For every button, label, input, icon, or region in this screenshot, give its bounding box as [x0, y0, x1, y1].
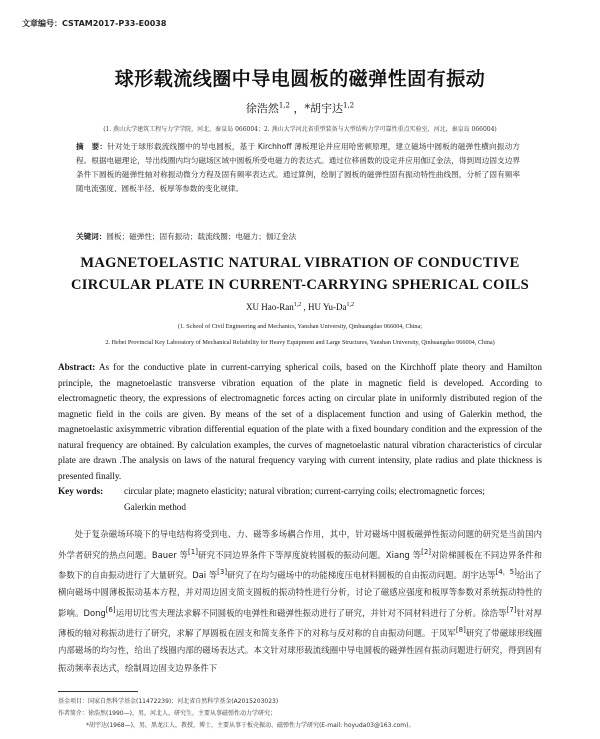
english-title-line-1: MAGNETOELASTIC NATURAL VIBRATION OF CONDUCTIVE	[80, 255, 520, 271]
citation-5: [6]	[105, 605, 116, 614]
chinese-affiliation: (1. 燕山大学建筑工程与力学学院，河北，秦皇岛 066004；2. 燕山大学河北省重型装备与大型结构力学可靠性重点实验室，河北，秦皇岛 066004)	[103, 126, 497, 133]
intro-text-f: 运用切比雪夫理法求解不同圆板的电弹性和磁弹性振动进行了研究，并针对不同材料进行了分析。徐浩等	[115, 607, 507, 618]
citation-4: [4，5]	[495, 567, 517, 576]
en-keywords-line-2: Galerkin method	[124, 501, 186, 512]
english-title-line-2: CIRCULAR PLATE IN CURRENT-CARRYING SPHERICAL COILS	[70, 277, 529, 293]
chinese-abstract	[76, 140, 520, 196]
citation-2: [2]	[421, 547, 432, 556]
english-title	[0, 252, 600, 296]
footnote-divider	[58, 691, 138, 692]
english-keywords	[58, 484, 542, 515]
intro-text-h: 研究了带磁球形线圈内部磁场的均匀性，给出了线圈内部的磁场表达式。本文针对球形载流线圈中导电圆板的磁弹性固有振动问题进行研究，得到固有振动频率表达式，绘制周边固支边界条件下	[58, 627, 543, 673]
article-number: 文章编号：CSTAM2017-P33-E0038	[22, 19, 167, 28]
english-affiliation-1: (1. School of Civil Engineering and Mechanics, Yanshan University, Qinhuangdao 066004, China;	[178, 323, 422, 330]
citation-3: [3]	[217, 567, 228, 576]
intro-text-c: 对阶梯圆板在不同边界条件和参数下的自由振动进行了大量研究。Dai 等	[58, 549, 542, 580]
chinese-authors	[0, 100, 600, 116]
intro-text-g: 针对厚薄板的轴对称振动进行了研究，求解了厚圆板在固支和简支条件下的对称与反对称的自由振动问题。于凤军	[58, 607, 543, 638]
citation-1: [1]	[188, 547, 198, 556]
en-keywords-label: Key words:	[58, 486, 104, 496]
en-author-2-sup: 1,2	[346, 302, 354, 308]
cn-author-2: ，*胡宇达	[293, 102, 343, 115]
cn-author-2-sup: 1,2	[343, 101, 355, 110]
english-abstract	[58, 360, 542, 484]
cn-author-1-sup: 1,2	[278, 101, 290, 110]
footnote-fund: 基金项目：国家自然科学基金(11472239)；河北省自然科学基金(A2015203023)	[58, 698, 279, 705]
cn-abstract-text: 针对处于球形载流线圈中的导电圆板，基于 Kirchhoff 薄板理论并应用哈密顿原理，建立磁场中圆板的磁弹性横向振动方程。根据电磁理论，导出线圈内均匀磁场区域中圆板所受电磁力的表达式。通过位移函数的设定并应用伽辽金法，得到周边固支边界条件下圆板的磁弹性轴对称振动微分方程及固有频率表达式。通过算例，绘制了圆板的磁弹性固有振动特性曲线图，分析了固有频率随电流强度、圆板半径、板厚等参数的变化规律。	[76, 142, 521, 193]
cn-keywords-label: 关键词：	[76, 232, 107, 241]
english-authors	[0, 302, 600, 312]
introduction-paragraph	[58, 526, 542, 677]
en-abstract-label: Abstract:	[58, 362, 96, 372]
en-author-1: XU Hao-Ran	[246, 302, 294, 312]
en-author-2: , HU Yu-Da	[301, 302, 347, 312]
footnote-author: 作者简介：徐浩然(1990—)，男，河北人，研究生，主要从事磁弹性动力学研究；	[58, 710, 276, 717]
chinese-keywords	[76, 230, 520, 244]
english-affiliation-2: 2. Hebei Provincial Key Laboratory of Mechanical Reliability for Heavy Equipment and Large Structures, Yanshan University, Qinhuangdao 066004, China)	[105, 339, 495, 346]
footnote-corresponding: *胡宇达(1968—)，男，黑龙江人，教授，博士，主要从事于板壳振动、磁弹性力学研究(E-mail: hoyuda03@163.com)。	[86, 722, 415, 729]
citation-6: [7]	[506, 605, 517, 614]
intro-text-d: 研究了在均匀磁场中的功能梯度压电材料圆板的自由振动问题。胡宇达等	[227, 569, 496, 580]
cn-abstract-label: 摘 要：	[76, 142, 108, 151]
en-abstract-text: As for the conductive plate in current-carrying spherical coils, based on the Kirchhoff plate theory and Hamilton principle, the magnetoelastic transverse vibration equation of the plate in magnetic field is developed. According to electromagnetic theory, the expressions of electromagnetic forces acting on circular plate in uniformly distributed region of the magnetic field in the coils are given. By means of the set of a displacement function and using of Galerkin method, the magnetoelastic axisymmetric vibration differential equation of the plate with a fixed boundary condition and the expression of the natural frequency are obtained. By calculation examples, the curves of magnetoelastic natural vibration characteristics of circular plate are drawn .The analysis on laws of the natural frequency varying with current intensity, plate radius and plate thickness is presented finally.	[58, 362, 542, 481]
intro-text-b: 研究不同边界条件下等厚度旋转圆板的振动问题。Xiang 等	[197, 549, 422, 560]
cn-author-1: 徐浩然	[245, 102, 279, 115]
chinese-title: 球形载流线圈中导电圆板的磁弹性固有振动	[114, 68, 486, 90]
cn-keywords-text: 圆板；磁弹性；固有振动；载流线圈；电磁力；伽辽金法	[106, 232, 297, 241]
en-author-1-sup: 1,2	[293, 302, 302, 308]
intro-text-e: 给出了横向磁场中圆薄板振动基本方程，并对周边固支简支圆板的振动特性进行分析，讨论了磁感应强度和板厚等参数对系统振动特性的影响。Dong	[58, 569, 543, 618]
en-keywords-line-1: circular plate; magneto elasticity; natural vibration; current-carrying coils; electromagnetic forces;	[124, 486, 485, 496]
citation-7: [8]	[455, 625, 466, 634]
intro-text-a: 处于复杂磁场环境下的导电结构将受到电、力、磁等多场耦合作用，其中，针对磁场中圆板磁弹性振动问题的研究是当前国内外学者研究的热点问题。Bauer 等	[58, 529, 542, 560]
